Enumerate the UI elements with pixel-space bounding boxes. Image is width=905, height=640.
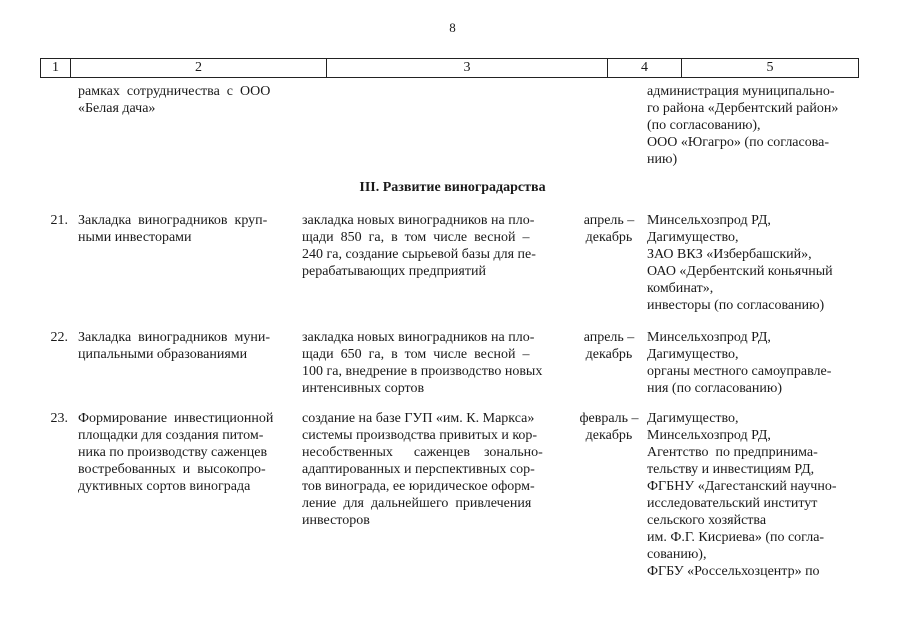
header-col-1: 1 <box>41 59 71 77</box>
responsible-parties: Минсельхозпрод РД, Дагимущество, ЗАО ВКЗ «Избербашский», ОАО «Дербентский коньячный комбинат», инвесторы (по согласованию) <box>647 213 833 313</box>
header-col-5: 5 <box>682 59 859 77</box>
table-header-row <box>40 58 859 78</box>
row-number: 23. <box>50 411 68 426</box>
responsible-parties: Дагимущество, Минсельхозпрод РД, Агентство по предпринима- тельству и инвестициям РД, ФГБНУ «Дагестанский научно- исследовательский институт сельского хозяйства им. Ф.Г. Кисриева» (по согла- сованию), ФГБУ «Россельхозцентр» по <box>647 411 837 579</box>
row-number: 21. <box>50 213 68 228</box>
activity-name: Закладка виноградников муни- ципальными образованиями <box>78 330 271 362</box>
row-number: 22. <box>50 330 68 345</box>
page-number: 8 <box>449 20 456 35</box>
header-col-3: 3 <box>327 59 608 77</box>
continuation-col5: администрация муниципально- го района «Дербентский район» (по согласованию), ООО «Югагро» (по согласова- нию) <box>647 84 839 167</box>
activity-description: закладка новых виноградников на пло- щади 650 га, в том числе весной – 100 га, внедрение в производство новых интенсивных сортов <box>302 330 543 396</box>
activity-description: закладка новых виноградников на пло- щади 850 га, в том числе весной – 240 га, создание сырьевой базы для пе- рерабатывающих предприятий <box>302 213 536 279</box>
activity-name: Закладка виноградников круп- ными инвесторами <box>78 213 268 245</box>
activity-period: апрель – декабрь <box>583 330 635 362</box>
activity-period: апрель – декабрь <box>583 213 635 245</box>
activity-description: создание на базе ГУП «им. К. Маркса» системы производства привитых и кор- несобственных саженцев зонально- адаптированных и перспективных сор- тов винограда, ее юридическое оформ- ление для дальнейшего привлечения инвесторов <box>302 411 543 528</box>
continuation-col2: рамках сотрудничества с ООО «Белая дача» <box>78 84 271 116</box>
activity-period: февраль – декабрь <box>579 411 639 443</box>
section-title: III. Развитие виноградарства <box>359 180 546 195</box>
activity-name: Формирование инвестиционной площадки для создания питом- ника по производству саженцев востребованных и высокопро- дуктивных сортов винограда <box>78 411 274 494</box>
header-col-4: 4 <box>608 59 682 77</box>
header-col-2: 2 <box>71 59 327 77</box>
responsible-parties: Минсельхозпрод РД, Дагимущество, органы местного самоуправле- ния (по согласованию) <box>647 330 832 396</box>
